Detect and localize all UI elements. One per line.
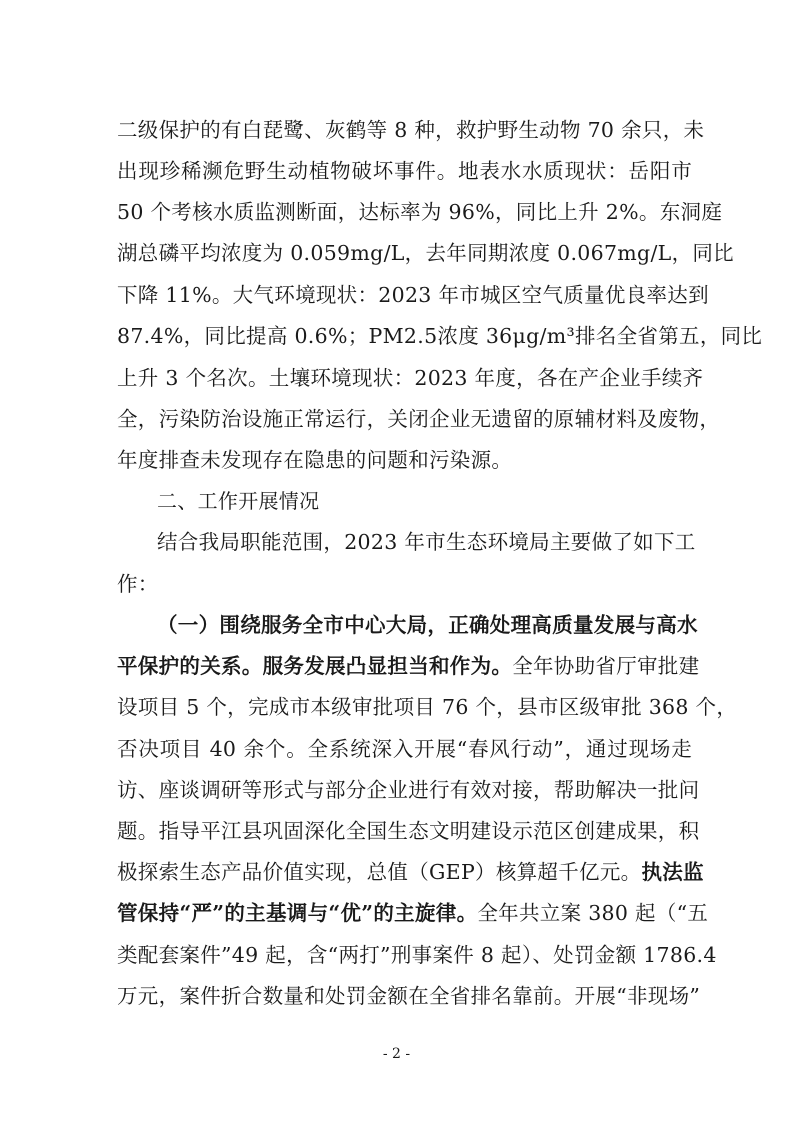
- bold-subheading: 管保持“严”的主基调与“优”的主旋律。: [117, 901, 478, 925]
- body-line: 设项目 5 个，完成市本级审批项目 76 个，县市区级审批 368 个，: [117, 695, 738, 719]
- body-line: 全，污染防治设施正常运行，关闭企业无遗留的原辅材料及废物，: [117, 407, 721, 431]
- body-line: 年度排查未发现存在隐患的问题和污染源。: [117, 448, 513, 472]
- body-line: 50 个考核水质监测断面，达标率为 96%，同比上升 2%。东洞庭: [117, 200, 723, 224]
- body-line: [117, 901, 709, 925]
- intro-line: 结合我局职能范围，2023 年市生态环境局主要做了如下工: [157, 530, 696, 554]
- body-text: 全年协助省厅审批建: [512, 654, 700, 678]
- body-line: 万元，案件折合数量和处罚金额在全省排名靠前。开展“非现场”: [117, 984, 701, 1008]
- section-heading: 二、工作开展情况: [157, 489, 320, 513]
- bold-subheading: 平保护的关系。服务发展凸显担当和作为。: [117, 654, 513, 678]
- page-number: - 2 -: [382, 1046, 411, 1062]
- body-line: 类配套案件”49 起，含“两打”刑事案件 8 起）、处罚金额 1786.4: [117, 943, 717, 967]
- body-line: 二级保护的有白琵鹭、灰鹤等 8 种，救护野生动物 70 余只，未: [117, 118, 705, 142]
- body-line: 否决项目 40 余个。全系统深入开展“春风行动”，通过现场走: [117, 737, 692, 761]
- body-line: 湖总磷平均浓度为 0.059mg/L，去年同期浓度 0.067mg/L，同比: [117, 241, 734, 265]
- body-text: 极探索生态产品价值实现，总值（GEP）核算超千亿元。: [117, 860, 642, 884]
- bold-subheading: 执法监: [641, 860, 704, 884]
- body-line: 出现珍稀濒危野生动植物破坏事件。地表水水质现状：岳阳市: [117, 159, 692, 183]
- body-line: 87.4%，同比提高 0.6%；PM2.5浓度 36μg/m³排名全省第五，同比: [117, 324, 763, 348]
- body-text: 全年共立案 380 起（“五: [477, 901, 709, 925]
- body-line: 下降 11%。大气环境现状：2023 年市城区空气质量优良率达到: [117, 283, 709, 307]
- body-line: 题。指导平江县巩固深化全国生态文明建设示范区创建成果，积: [117, 819, 700, 843]
- body-line: 上升 3 个名次。土壤环境现状：2023 年度，各在产企业手续齐: [117, 366, 704, 390]
- body-line: [117, 860, 704, 884]
- subheading-line: [157, 613, 698, 637]
- body-line: 访、座谈调研等形式与部分企业进行有效对接，帮助解决一批问: [117, 778, 700, 802]
- intro-line: 作：: [117, 572, 159, 596]
- bold-subheading: （一）围绕服务全市中心大局，正确处理高质量发展与高水: [157, 613, 698, 637]
- body-line: [117, 654, 700, 678]
